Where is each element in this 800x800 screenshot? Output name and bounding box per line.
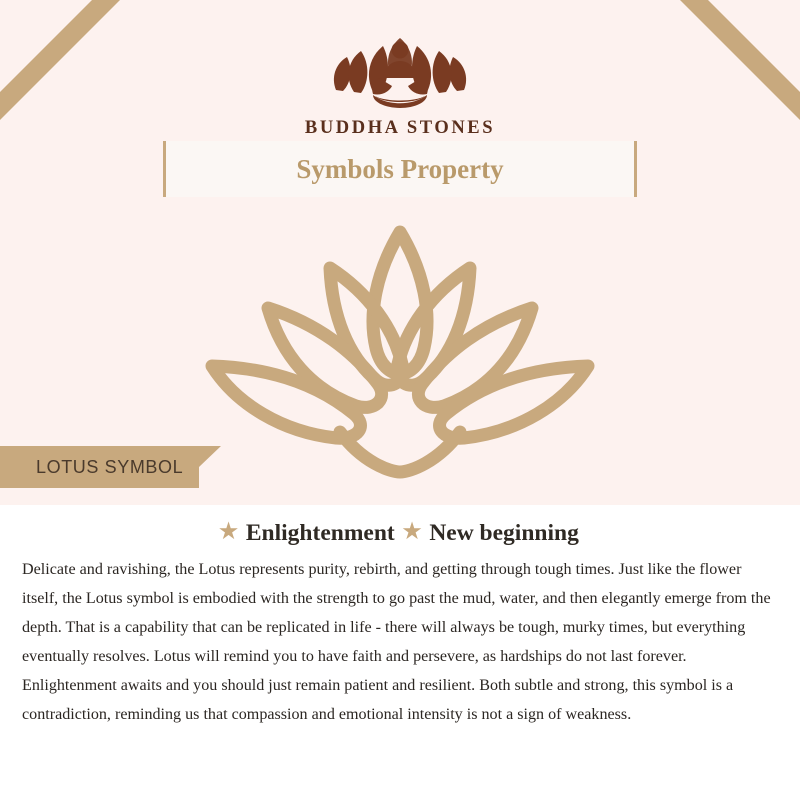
- ribbon-body: [0, 446, 199, 488]
- lotus-symbol-ribbon: [0, 446, 221, 488]
- lotus-flower-icon: [190, 196, 610, 496]
- star-icon-middle: ★: [402, 519, 422, 543]
- description-panel: [0, 505, 800, 800]
- headline-keyword-one: Enlightenment: [245, 520, 395, 546]
- lotus-illustration: [190, 196, 610, 496]
- title-plaque: [163, 141, 637, 197]
- lotus-meditation-figure-icon: [295, 16, 505, 116]
- body-paragraph: Delicate and ravishing, the Lotus represents purity, rebirth, and getting through tough times. Just like the flower itself, the Lotus symbol is embodied with the strength to go past the mud, water, and then elegantly emerge from the depth. That is a capability that can be replicated in life - there will always be tough, murky times, but everything eventually resolves. Lotus will remind you to have faith and persevere, as hardships do not last forever. Enlightenment awaits and you should just remain patient and resilient. Both subtle and strong, this symbol is a contradiction, reminding us that compassion and emotional intensity is not a sign of weakness.: [22, 561, 771, 723]
- headline-keyword-two: New beginning: [429, 520, 579, 546]
- brand-block: [0, 16, 800, 139]
- headline: [0, 505, 800, 555]
- page-title: Symbols Property: [296, 154, 504, 184]
- ribbon-tail: [199, 446, 221, 488]
- ribbon-label: LOTUS SYMBOL: [36, 456, 184, 477]
- brand-name: BUDDHA STONES: [304, 118, 496, 138]
- star-icon-left: ★: [219, 519, 238, 543]
